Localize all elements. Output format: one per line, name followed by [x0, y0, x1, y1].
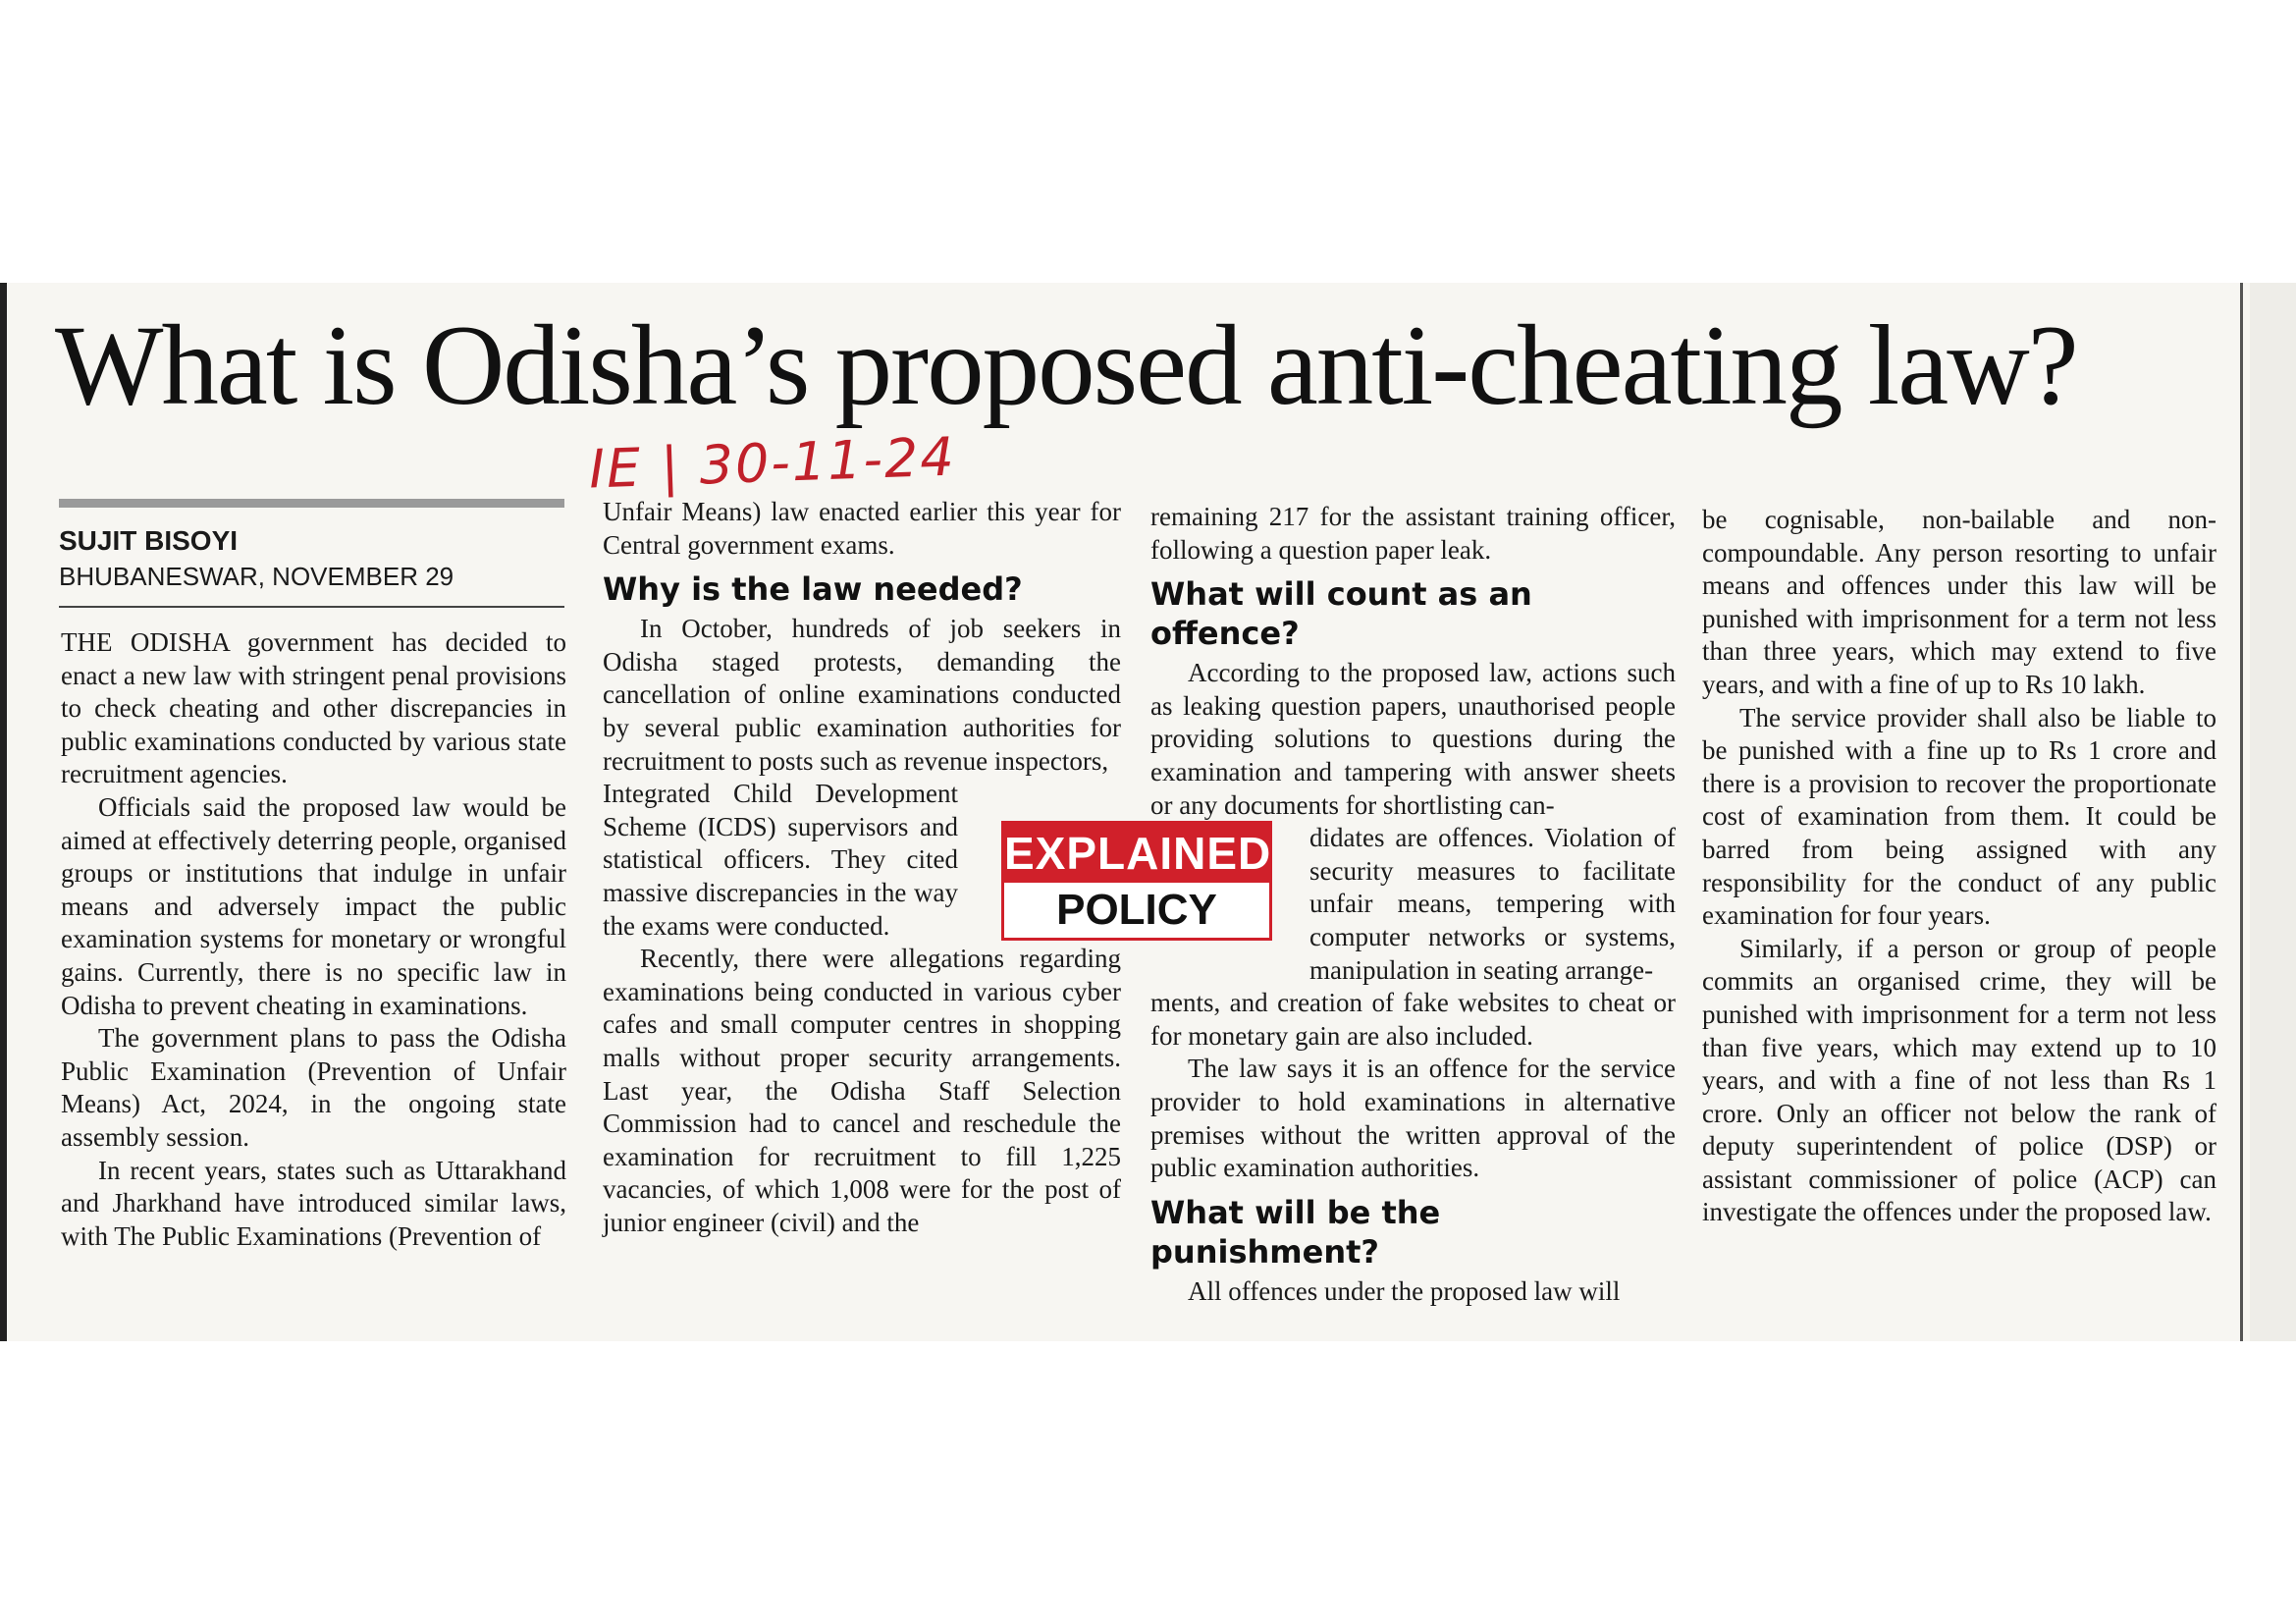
- paragraph: In October, hundreds of job seekers in Odisha staged protests, demanding the cancellation of online examinations conducted by several public examination authorities for recruitment to posts such as revenue inspectors,: [603, 614, 1121, 776]
- paragraph: According to the proposed law, actions such as leaking question papers, unauthorised people providing solutions to questions during the examination and tampering with answer sheets or any documents for shortlisting can-: [1150, 658, 1676, 820]
- paragraph: ments, and creation of fake websites to cheat or for monetary gain are also included.: [1150, 988, 1676, 1051]
- paragraph: All offences under the proposed law will: [1188, 1275, 1621, 1306]
- byline-divider: [59, 606, 564, 608]
- paragraph: Officials said the proposed law would be aimed at effectively deterring people, organised groups or institutions that indulge in unfair means and adversely impact the public examination systems for monetary or wrongful gains. Currently, there is no specific law in Odisha to prevent cheating in examinations.: [61, 791, 566, 1020]
- page-edge-right: [2250, 283, 2296, 1341]
- byline-author: SUJIT BISOYI: [59, 525, 239, 556]
- column-rule-right: [2240, 283, 2243, 1341]
- paragraph: didates are offences. Violation of security measures to facilitate unfair means, tempering with computer networks or systems, manipulation in seating arrange-: [1309, 823, 1676, 985]
- section-heading: Why is the law needed?: [603, 570, 1023, 609]
- badge-label-explained: EXPLAINED: [1004, 824, 1269, 883]
- paragraph: remaining 217 for the assistant training officer, following a question paper leak.: [1150, 502, 1676, 565]
- section-heading: What will be the punishment?: [1150, 1193, 1441, 1271]
- paragraph: The government plans to pass the Odisha Public Examination (Prevention of Unfair Means) Act, 2024, in the ongoing state assembly session.: [61, 1023, 566, 1152]
- paragraph: In recent years, states such as Uttarakhand and Jharkhand have introduced similar laws, with The Public Examinations (Prevention of: [61, 1155, 566, 1251]
- paragraph: Recently, there were allegations regarding examinations being conducted in various cyber cafes and small computer centres in shopping malls without proper security arrangements. Last year, the Odisha Staff Selection Commission had to cancel and reschedule the examination for recruitment to fill 1,225 vacancies, of which 1,008 were for the post of junior engineer (civil) and the: [603, 944, 1121, 1237]
- paragraph: Similarly, if a person or group of people commits an organised crime, they will be punished with imprisonment for a term not less than five years, which may extend up to 10 years, and with a fine of not less than Rs 1 crore. Only an officer not below the rank of deputy superintendent of police (DSP) or assistant commissioner of police (ACP) can investigate the offences under the proposed law.: [1702, 933, 2216, 1227]
- section-heading: What will count as an offence?: [1150, 575, 1532, 653]
- article-column-4: [1702, 504, 2216, 1229]
- article-column-1: [61, 626, 566, 1253]
- paragraph: THE ODISHA government has decided to enact a new law with stringent penal provisions to check cheating and other discrepancies in public examinations conducted by various state recruitment agencies.: [61, 627, 566, 789]
- paragraph: Unfair Means) law enacted earlier this year for Central government exams.: [603, 497, 1121, 560]
- paragraph: Integrated Child Development Scheme (ICDS) supervisors and statistical officers. They cited massive discrepancies in the way the exams were conducted.: [603, 779, 958, 941]
- handwritten-date-note: IE | 30-11-24: [587, 425, 957, 501]
- paragraph: be cognisable, non-bailable and non-compoundable. Any person resorting to unfair means and offences under this law will be punished with imprisonment for a term not less than three years, which may extend to five years, and with a fine of up to Rs 10 lakh.: [1702, 505, 2216, 699]
- page-edge-left: [0, 283, 7, 1341]
- article-column-3: [1150, 501, 1676, 1308]
- badge-label-policy: POLICY: [1056, 886, 1217, 934]
- paragraph: The service provider shall also be liable to be punished with a fine up to Rs 1 crore and there is a provision to recover the proportionate cost of examination from them. It could be barred from being assigned with any responsibility for the conduct of any public examination for four years.: [1702, 702, 2216, 931]
- headline: What is Odisha’s proposed anti-cheating law?: [55, 302, 2077, 429]
- paragraph: The law says it is an offence for the service provider to hold examinations in alternative premises without the written approval of the public examination authorities.: [1150, 1054, 1676, 1183]
- byline-rule: [59, 499, 564, 508]
- byline-dateline: BHUBANESWAR, NOVEMBER 29: [59, 562, 454, 591]
